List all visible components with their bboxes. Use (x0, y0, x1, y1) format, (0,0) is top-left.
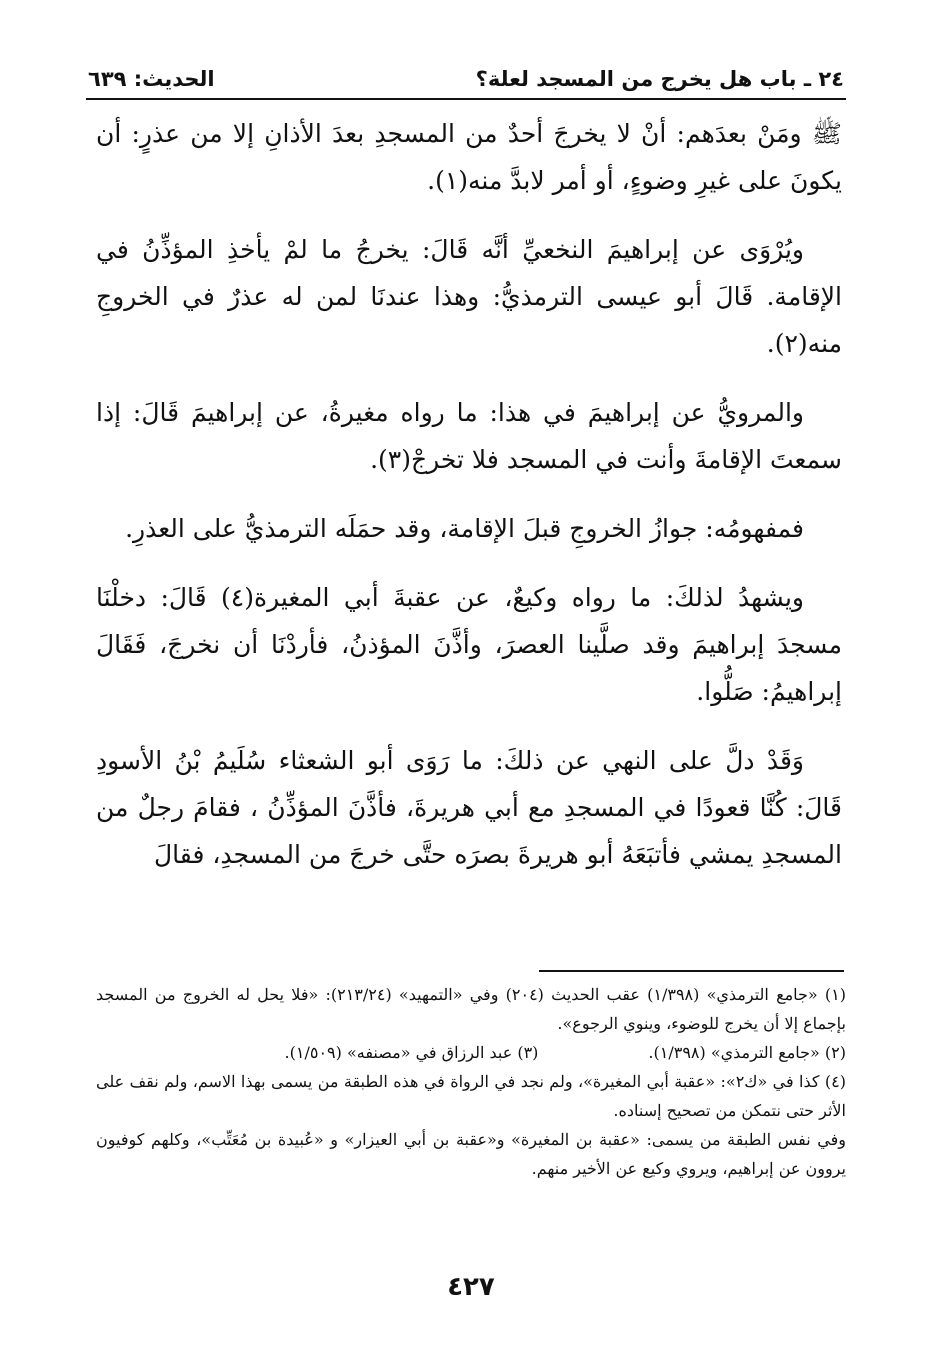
paragraph-4: فمفهومُه: جوازُ الخروجِ قبلَ الإقامة، وقد حمَلَه الترمذيُّ على العذرِ. (125, 514, 804, 543)
paragraph-5: ويشهدُ لذلكَ: ما رواه وكيعٌ، عن عقبةَ أبي المغيرة(٤) قَالَ: دخلْنَا مسجدَ إبراهيمَ وقد صلَّينا العصرَ، وأذَّنَ المؤذنُ، فأردْنَا أن نخرجَ، فَقَالَ إبراهيمُ: صَلُّوا. (96, 583, 842, 706)
hadith-number: الحديث: ٦٣٩ (88, 67, 215, 91)
footnote-3: (٣) عبد الرزاق في «مصنفه» (١/٥٠٩). (284, 1043, 539, 1062)
footnote-4-continued: وفي نفس الطبقة من يسمى: «عقبة بن المغيرة» و«عقبة بن أبي العيزار» و «عُبيدة بن مُعَتِّب»، وكلهم كوفيون يروون عن إبراهيم، ويروي وكيع عن الأخير منهم. (96, 1130, 846, 1178)
paragraph-1: ﷺ ومَنْ بعدَهم: أنْ لا يخرجَ أحدٌ من المسجدِ بعدَ الأذانِ إلا من عذرٍ: أن يكونَ على غيرِ وضوءٍ، أو أمر لابدَّ منه(١). (96, 119, 842, 195)
footnote-row-2-3 (96, 1038, 846, 1067)
paragraph-3: والمرويُّ عن إبراهيمَ في هذا: ما رواه مغيرةُ، عن إبراهيمَ قَالَ: إذا سمعتَ الإقامةَ وأنت في المسجد فلا تخرجْ(٣). (96, 398, 842, 474)
footnotes (96, 980, 846, 1183)
footnote-divider (539, 970, 844, 972)
header-divider (86, 98, 846, 100)
paragraph-2: ويُرْوَى عن إبراهيمَ النخعيِّ أنَّه قَالَ: يخرجُ ما لمْ يأخذِ المؤذِّنُ في الإقامة. قَالَ أبو عيسى الترمذيُّ: وهذا عندنَا لمن له عذرٌ في الخروجِ منه(٢). (96, 235, 842, 358)
main-text (96, 110, 842, 900)
paragraph-6: وَقَدْ دلَّ على النهي عن ذلكَ: ما رَوَى أبو الشعثاء سُلَيمُ بْنُ الأسودِ قَالَ: كُنَّا قعودًا في المسجدِ مع أبي هريرةَ، فأذَّنَ المؤذِّنُ ، فقامَ رجلٌ من المسجدِ يمشي فأتبَعَهُ أبو هريرةَ بصرَه حتَّى خرجَ من المسجدِ، فقالَ (96, 746, 842, 869)
chapter-title: ٢٤ ـ باب هل يخرج من المسجد لعلة؟ (475, 67, 844, 91)
footnote-4: (٤) كذا في «ك٢»: «عقبة أبي المغيرة»، ولم نجد في الرواة في هذه الطبقة من يسمى بهذا الاسم، ولم نقف على الأثر حتى نتمكن من تصحيح إسناده. (96, 1072, 846, 1120)
footnote-2: (٢) «جامع الترمذي» (١/٣٩٨). (648, 1043, 846, 1062)
footnote-1: (١) «جامع الترمذي» (١/٣٩٨) عقب الحديث (٢٠٤) وفي «التمهيد» (٢١٣/٢٤): «فلا يحل له الخروج من المسجد بإجماع إلا أن يخرج للوضوء، وينوي الرجوع». (96, 985, 847, 1033)
page-number: ٤٢٧ (447, 1272, 495, 1302)
running-header (88, 58, 844, 94)
